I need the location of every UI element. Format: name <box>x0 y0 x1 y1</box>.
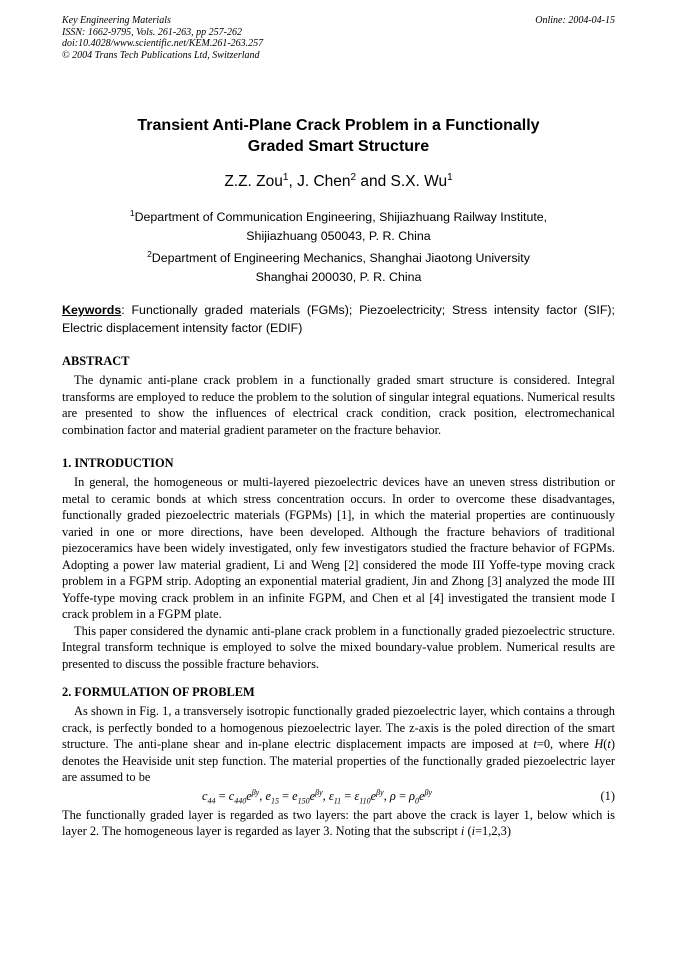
abstract-heading: ABSTRACT <box>62 354 130 368</box>
affiliation-1-text: Department of Communication Engineering, Shijiazhuang Railway Institute, <box>134 210 548 224</box>
eq-operator: = <box>278 788 293 803</box>
paragraph-text: ( <box>464 824 472 838</box>
abstract-text: The dynamic anti-plane crack problem in a functionally graded smart structure is considered. Integral transforms are employed to reduce the problem to the solution of singular integral equations. Numerical results are presented to show the influences of electrical crack condition, crack position, electromechanical combination factor and material gradient parameter on the fracture behavior. <box>62 373 615 437</box>
eq-separator: , <box>383 788 390 803</box>
affiliation-1-mark: 1 <box>129 208 135 218</box>
variable-i: i <box>471 824 476 838</box>
abstract-section <box>62 353 615 438</box>
author-separator: and <box>356 173 391 190</box>
journal-name: Key Engineering Materials <box>62 15 171 26</box>
author-3: S.X. Wu <box>390 173 448 190</box>
online-date: Online: 2004-04-15 <box>535 15 615 26</box>
eq-subscript: 110 <box>359 795 371 805</box>
introduction-section <box>62 455 615 672</box>
eq-symbol: ε <box>328 788 334 803</box>
eq-separator: , <box>259 788 266 803</box>
introduction-paragraph-1: In general, the homogeneous or multi-layered piezoelectric devices have an uneven stress distribution or metal to ceramic bonds at which stress concentration occurs. In order to overcome these disadvantages, functionally graded piezoelectric materials (FGPMs) [1], in which the material properties are continuously varied in one or more directions, have been developed. Although the fracture behaviors of traditional piezoceramics have been widely investigated, only few investigators studied the fracture behavior of FGPMs. Adopting a power law material gradient, Li and Weng [2] considered the mode III Yoffe-type moving crack problem in a FGPM strip. Adopting an exponential material gradient, Jin and Zhong [3] analyzed the mode III Yoffe-type moving crack problem in an infinite FGPM, and Chen et al [4] investigated the transient mode I crack problem in a FGPM plate. <box>62 475 615 621</box>
eq-symbol: c <box>202 788 208 803</box>
introduction-heading: 1. INTRODUCTION <box>62 456 174 470</box>
author-3-affil: 1 <box>447 172 453 183</box>
paragraph-text: The functionally graded layer is regarded as two layers: the part above the crack is layer 1, below which is layer 2. The homogeneous layer is regarded as layer 3. Noting that the subscript <box>62 807 615 838</box>
affiliation-2-line-2: Shanghai 200030, P. R. China <box>255 270 422 284</box>
paragraph-text: =0, where <box>536 737 595 751</box>
formulation-section <box>62 684 615 840</box>
eq-symbol: c <box>228 788 235 803</box>
journal-header <box>62 15 615 61</box>
affiliation-2-mark: 2 <box>147 249 152 259</box>
eq-subscript: 15 <box>270 795 279 805</box>
eq-symbol: ρ <box>389 788 396 803</box>
eq-operator: = <box>215 788 229 803</box>
author-1: Z.Z. Zou <box>224 173 283 190</box>
affiliation-2 <box>62 249 615 287</box>
title-line-2: Graded Smart Structure <box>247 138 430 155</box>
author-separator: , <box>288 173 298 190</box>
eq-symbol: e <box>309 788 316 803</box>
eq-subscript: 440 <box>234 795 247 805</box>
paper-title <box>62 115 615 157</box>
affiliation-1-line-2: Shijiazhuang 050043, P. R. China <box>246 229 431 243</box>
paragraph-text: ( <box>603 737 608 751</box>
introduction-paragraph-2: This paper considered the dynamic anti-plane crack problem in a functionally graded piezoelectric structure. Integral transform technique is employed to solve the mixed boundary-value problem. Numerical results are presented to discuss the possible fracture behaviors. <box>62 623 615 671</box>
eq-symbol: e <box>370 788 377 803</box>
keywords-label: Keywords <box>62 303 122 317</box>
paragraph-text: As shown in Fig. 1, a transversely isotropic functionally graded piezoelectric layer, which contains a through crack, is perfectly bonded to a homogenous piezoelectric layer. The z-axis is the poled direction of the smart structure. The anti-plane shear and in-plane electric displacement impacts are imposed at <box>62 704 615 751</box>
eq-subscript: 44 <box>207 795 216 805</box>
eq-operator: = <box>341 788 355 803</box>
eq-subscript: 0 <box>415 795 419 805</box>
copyright-line: © 2004 Trans Tech Publications Ltd, Switzerland <box>62 49 260 61</box>
formulation-paragraph-1 <box>62 703 615 786</box>
equation-1-body <box>202 789 432 805</box>
eq-separator: , <box>322 788 329 803</box>
variable-i: i <box>460 824 465 838</box>
variable-H: H <box>594 737 604 751</box>
eq-symbol: ε <box>354 788 360 803</box>
equation-1 <box>62 788 615 806</box>
variable-t: t <box>607 737 611 751</box>
author-list <box>62 172 615 192</box>
paragraph-text: =1,2,3) <box>475 824 511 838</box>
affiliation-2-line-1 <box>62 249 615 268</box>
affiliation-1 <box>62 208 615 246</box>
eq-subscript: 150 <box>297 795 310 805</box>
keywords <box>62 302 615 337</box>
author-1-affil: 1 <box>282 172 289 183</box>
eq-symbol: e <box>419 788 425 803</box>
eq-symbol: ρ <box>409 788 415 803</box>
eq-superscript: βy <box>376 787 384 797</box>
eq-symbol: e <box>292 788 298 803</box>
doi-line: doi:10.4028/www.scientific.net/KEM.261-263.257 <box>62 38 264 49</box>
formulation-heading: 2. FORMULATION OF PROBLEM <box>62 685 255 699</box>
variable-t: t <box>533 737 537 751</box>
eq-symbol: e <box>265 788 271 803</box>
eq-symbol: e <box>246 788 252 803</box>
keywords-colon: : <box>121 303 125 317</box>
eq-subscript: 11 <box>333 795 342 805</box>
affiliation-2-text: Department of Engineering Mechanics, Shanghai Jiaotong University <box>151 251 530 265</box>
issn-line: ISSN: 1662-9795, Vols. 261-263, pp 257-262 <box>62 26 242 38</box>
title-line-1: Transient Anti-Plane Crack Problem in a Functionally <box>137 117 540 134</box>
paragraph-text: ) denotes the Heaviside unit step function. The material properties of the functionally graded piezoelectric layer are assumed to be <box>62 737 616 784</box>
author-2-affil: 2 <box>350 172 357 183</box>
formulation-paragraph-2 <box>62 807 615 840</box>
eq-superscript: βy <box>424 787 433 797</box>
keywords-text: Functionally graded materials (FGMs); Piezoelectricity; Stress intensity factor (SIF); Electric displacement intensity factor (EDIF) <box>62 303 615 335</box>
author-2: J. Chen <box>297 173 351 190</box>
affiliation-1-line-1 <box>62 208 615 227</box>
eq-superscript: βy <box>315 787 323 797</box>
eq-operator: = <box>395 788 410 803</box>
eq-superscript: βy <box>251 787 260 797</box>
equation-number: (1) <box>600 788 615 803</box>
